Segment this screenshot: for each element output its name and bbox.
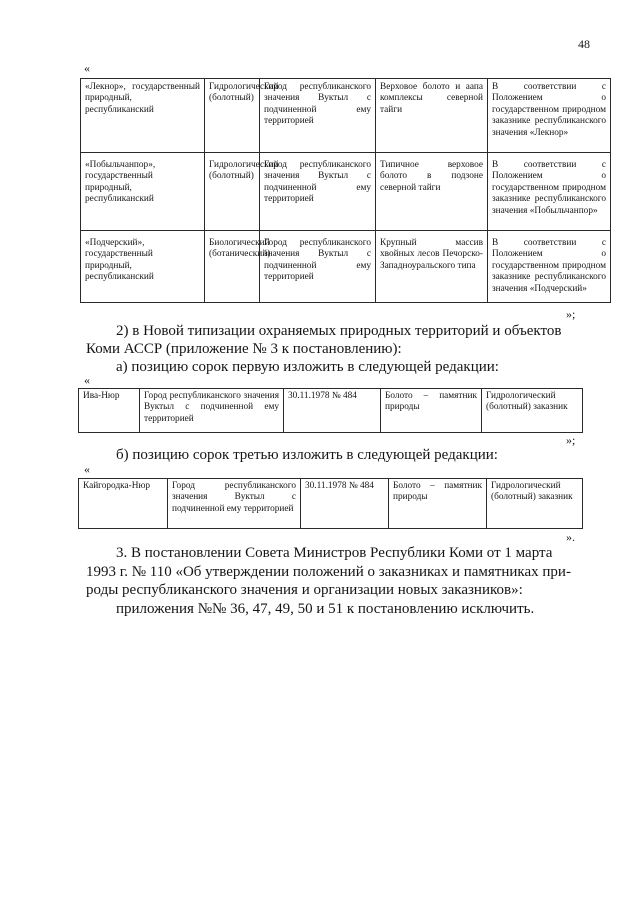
paragraph-3-line-3: роды республиканского значения и организации новых заказников»: [86,582,523,598]
reserve-name-cell: «Побыльчанпор», государственный природный, республиканский [81,153,205,231]
reserves-table [80,78,611,303]
reserve-basis-cell: В соответствии с Положением о государственном природном заказнике республиканского значения «Побыльчанпор» [488,153,611,231]
table-row [81,231,611,303]
reserve-basis-cell: В соответствии с Положением о государственном природном заказнике республиканского значения «Лекнор» [488,79,611,153]
open-quote: « [84,61,90,75]
reserve-type-cell: Гидрологический (болотный) [205,153,260,231]
close-quote: ». [566,530,575,544]
reserve-name-cell: «Подчерский», государственный природный, республиканский [81,231,205,303]
close-quote: »; [566,307,576,321]
paragraph-3-line-1: 3. В постановлении Совета Министров Республики Коми от 1 марта [116,545,553,561]
object-name-cell: Ива-Нюр [79,389,140,433]
object-date-cell: 30.11.1978 № 484 [284,389,381,433]
reserve-location-cell: Город республиканского значения Вуктыл с подчиненной ему территорией [260,153,376,231]
close-quote: »; [566,433,576,447]
table-row [79,389,583,433]
item-b-text: б) позицию сорок третью изложить в следующей редакции: [116,447,498,463]
reserve-basis-cell: В соответствии с Положением о государственном природном заказнике республиканского значения «Подчерский» [488,231,611,303]
reserve-name-cell: «Лекнор», государственный природный, республиканский [81,79,205,153]
open-quote: « [84,373,90,387]
object-location-cell: Город республиканского значения Вуктыл с подчиненной ему территорией [140,389,284,433]
table-row [79,479,583,529]
object-category-cell: Болото – памятник природы [389,479,487,529]
paragraph-2-line-1: 2) в Новой типизации охраняемых природных территорий и объектов [116,323,562,339]
open-quote: « [84,462,90,476]
reserve-type-cell: Гидрологический (болотный) [205,79,260,153]
paragraph-3-line-2: 1993 г. № 110 «Об утверждении положений о заказниках и памятниках при- [86,564,571,580]
reserve-location-cell: Город республиканского значения Вуктыл с подчиненной ему территорией [260,79,376,153]
reserve-location-cell: Город республиканского значения Вуктыл с подчиненной ему территорией [260,231,376,303]
table-row [81,79,611,153]
object-type-cell: Гидрологический (болотный) заказник [482,389,583,433]
item-a-text: а) позицию сорок первую изложить в следующей редакции: [116,359,499,375]
object-name-cell: Кайгородка-Нюр [79,479,168,529]
reserve-description-cell: Крупный массив хвойных лесов Печорско-Западноуральского типа [376,231,488,303]
reserve-description-cell: Типичное верховое болото в подзоне северной тайги [376,153,488,231]
object-type-cell: Гидрологический (болотный) заказник [487,479,583,529]
object-category-cell: Болото – памятник природы [381,389,482,433]
position-41-table [78,388,583,433]
object-location-cell: Город республиканского значения Вуктыл с подчиненной ему территорией [168,479,301,529]
position-43-table [78,478,583,529]
paragraph-2-line-2: Коми АССР (приложение № 3 к постановлению): [86,341,402,357]
page-number: 48 [578,37,590,51]
table-row [81,153,611,231]
object-date-cell: 30.11.1978 № 484 [301,479,389,529]
reserve-type-cell: Биологический (ботанический) [205,231,260,303]
reserve-description-cell: Верховое болото и аапа комплексы северной тайги [376,79,488,153]
paragraph-3-line-4: приложения №№ 36, 47, 49, 50 и 51 к постановлению исключить. [116,601,535,617]
